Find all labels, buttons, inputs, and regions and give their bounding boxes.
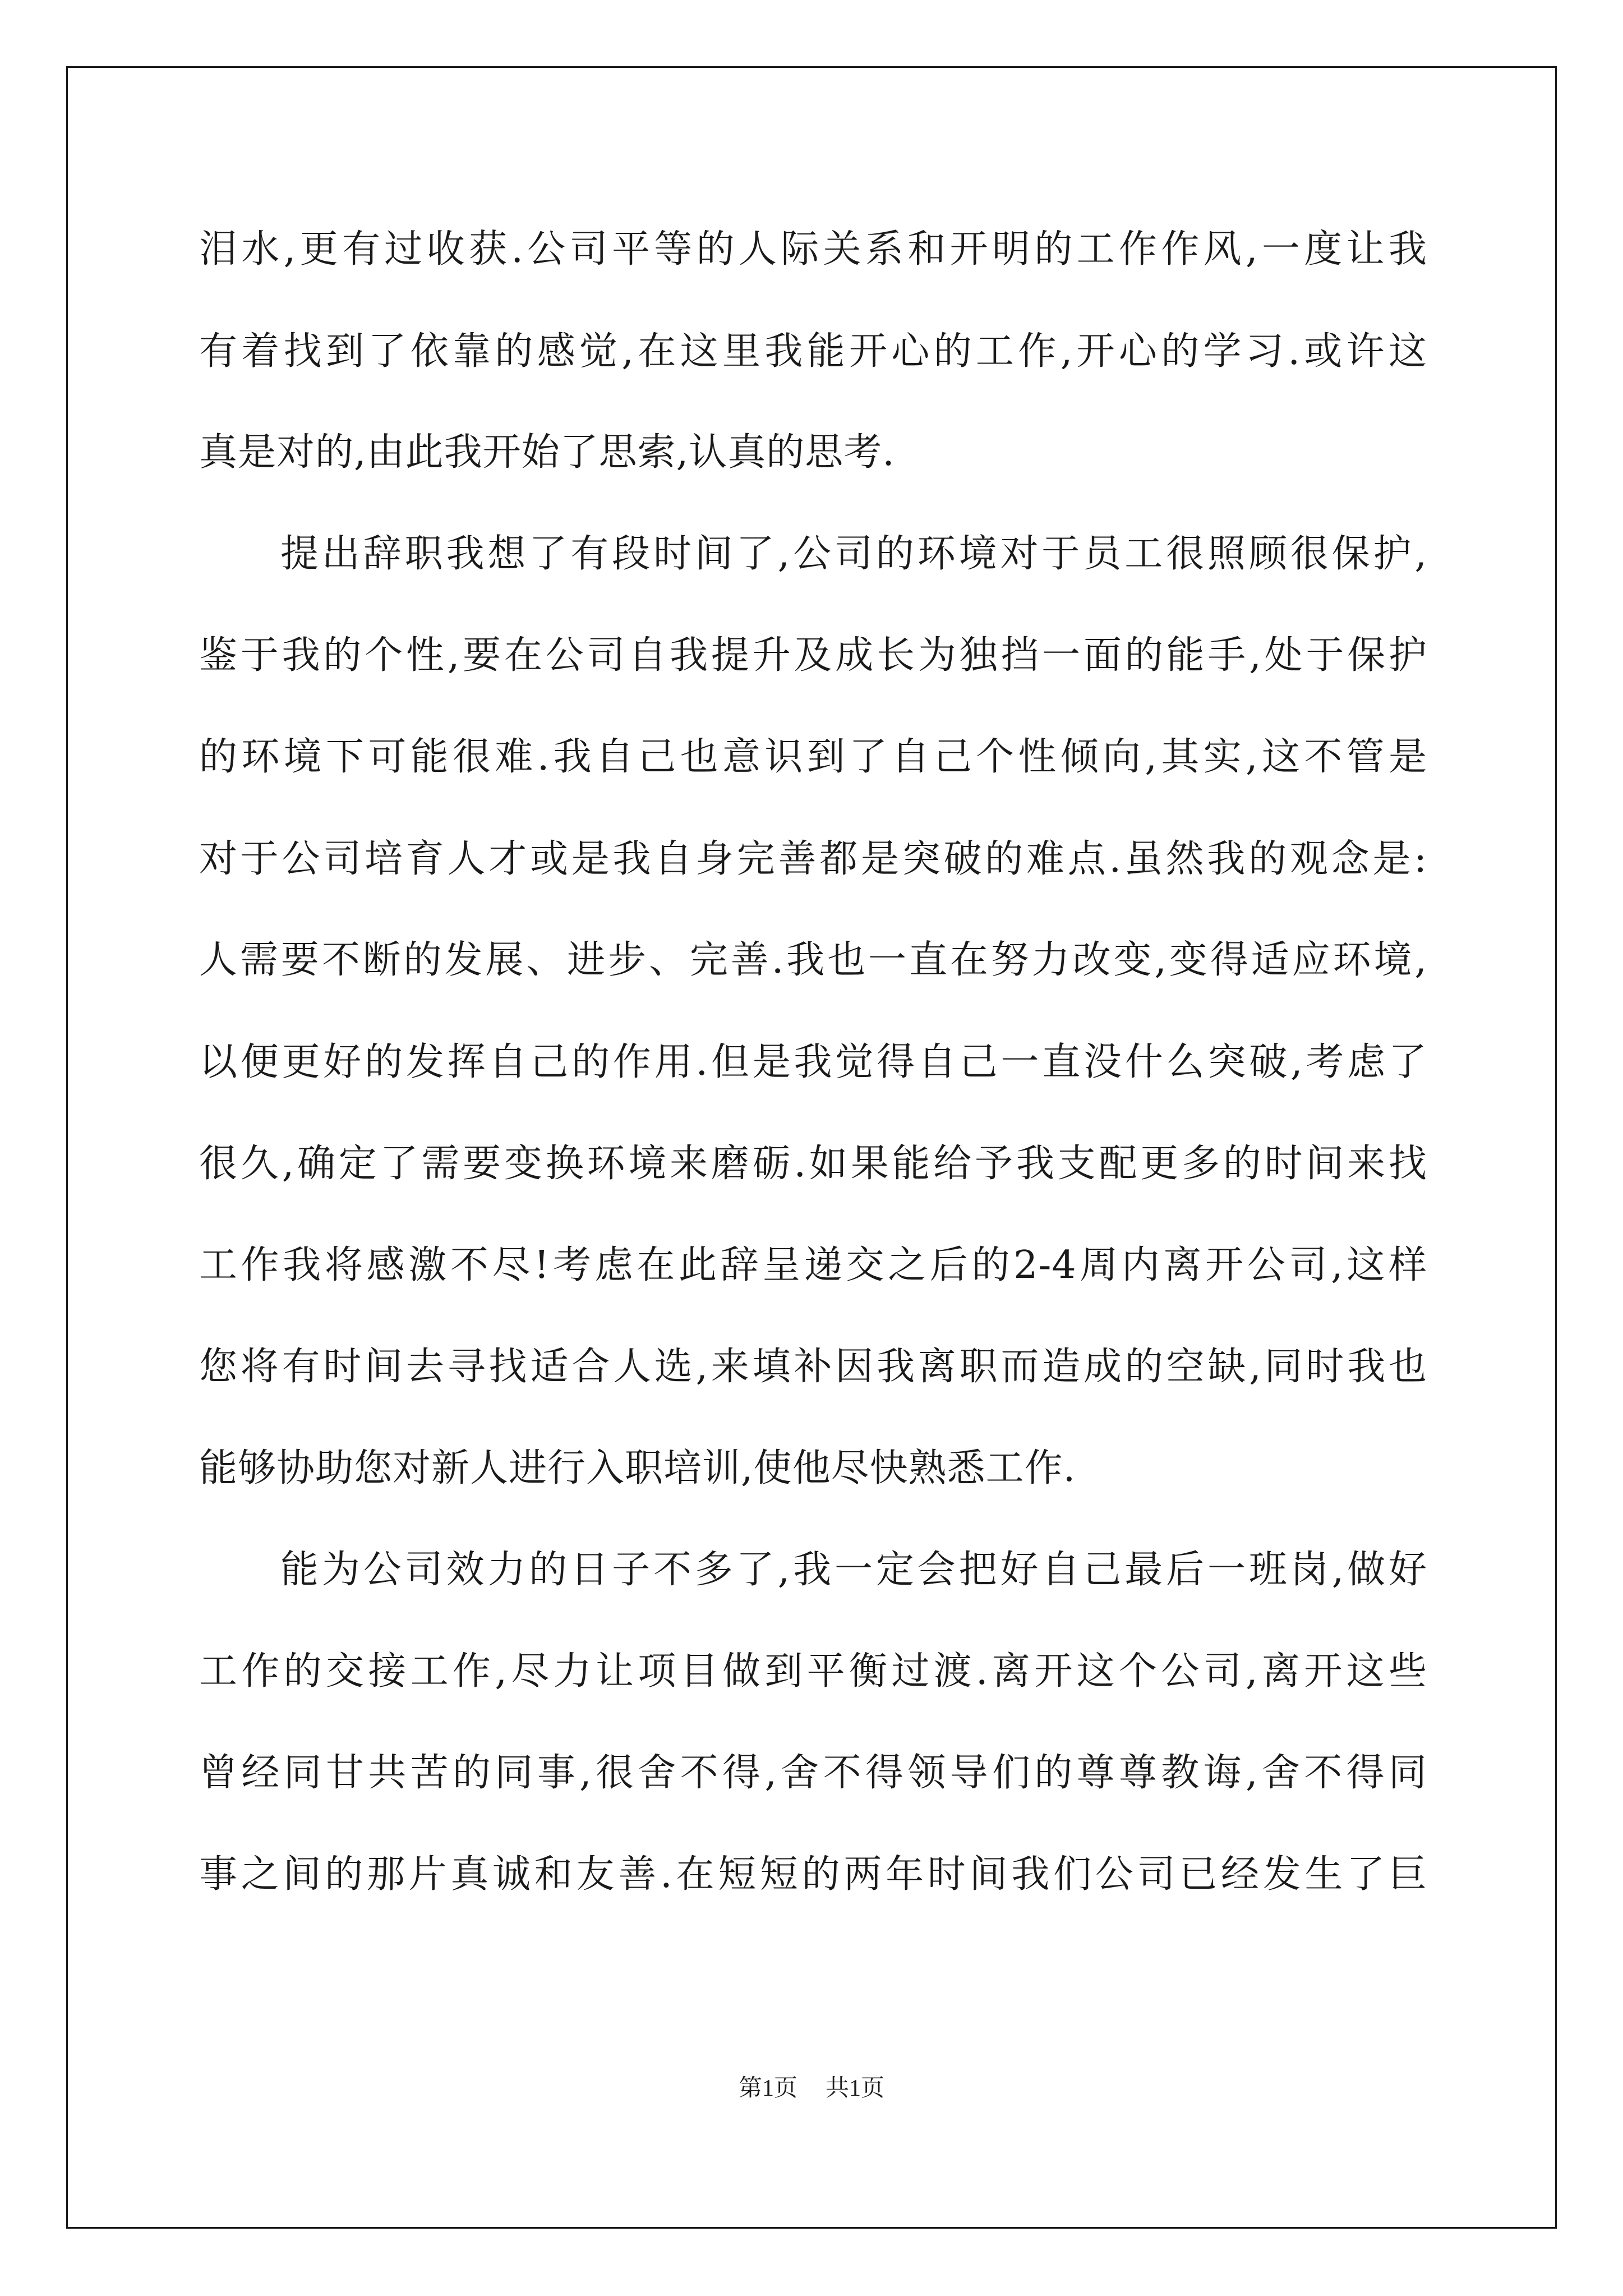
text-line: 以便更好的发挥自己的作用.但是我觉得自己一直没什么突破,考虑了	[199, 1040, 1427, 1084]
text-line: 人需要不断的发展、进步、完善.我也一直在努力改变,变得适应环境,	[199, 938, 1427, 982]
text-line: 提出辞职我想了有段时间了,公司的环境对于员工很照顾很保护,	[280, 532, 1427, 576]
text-line: 泪水,更有过收获.公司平等的人际关系和开明的工作作风,一度让我	[199, 227, 1427, 272]
text-line: 鉴于我的个性,要在公司自我提升及成长为独挡一面的能手,处于保护	[199, 633, 1427, 678]
text-line: 您将有时间去寻找适合人选,来填补因我离职而造成的空缺,同时我也	[199, 1345, 1427, 1389]
text-line: 工作我将感激不尽!考虑在此辞呈递交之后的2-4周内离开公司,这样	[199, 1243, 1427, 1287]
text-line: 曾经同甘共苦的同事,很舍不得,舍不得领导们的尊尊教诲,舍不得同	[199, 1751, 1427, 1795]
text-line: 真是对的,由此我开始了思索,认真的思考.	[199, 430, 895, 475]
page-total: 共1页	[826, 2076, 885, 2101]
text-line: 能够协助您对新人进行入职培训,使他尽快熟悉工作.	[199, 1446, 1076, 1490]
text-line: 对于公司培育人才或是我自身完善都是突破的难点.虽然我的观念是:	[199, 837, 1427, 881]
text-line: 的环境下可能很难.我自己也意识到了自己个性倾向,其实,这不管是	[199, 735, 1427, 779]
page-number: 第1页	[738, 2076, 797, 2101]
text-line: 工作的交接工作,尽力让项目做到平衡过渡.离开这个公司,离开这些	[199, 1649, 1427, 1694]
text-line: 能为公司效力的日子不多了,我一定会把好自己最后一班岗,做好	[280, 1548, 1427, 1592]
text-line: 事之间的那片真诚和友善.在短短的两年时间我们公司已经发生了巨	[199, 1852, 1427, 1897]
page-footer	[0, 2066, 1623, 2111]
text-line: 有着找到了依靠的感觉,在这里我能开心的工作,开心的学习.或许这	[199, 329, 1427, 374]
text-line: 很久,确定了需要变换环境来磨砺.如果能给予我支配更多的时间来找	[199, 1142, 1427, 1186]
